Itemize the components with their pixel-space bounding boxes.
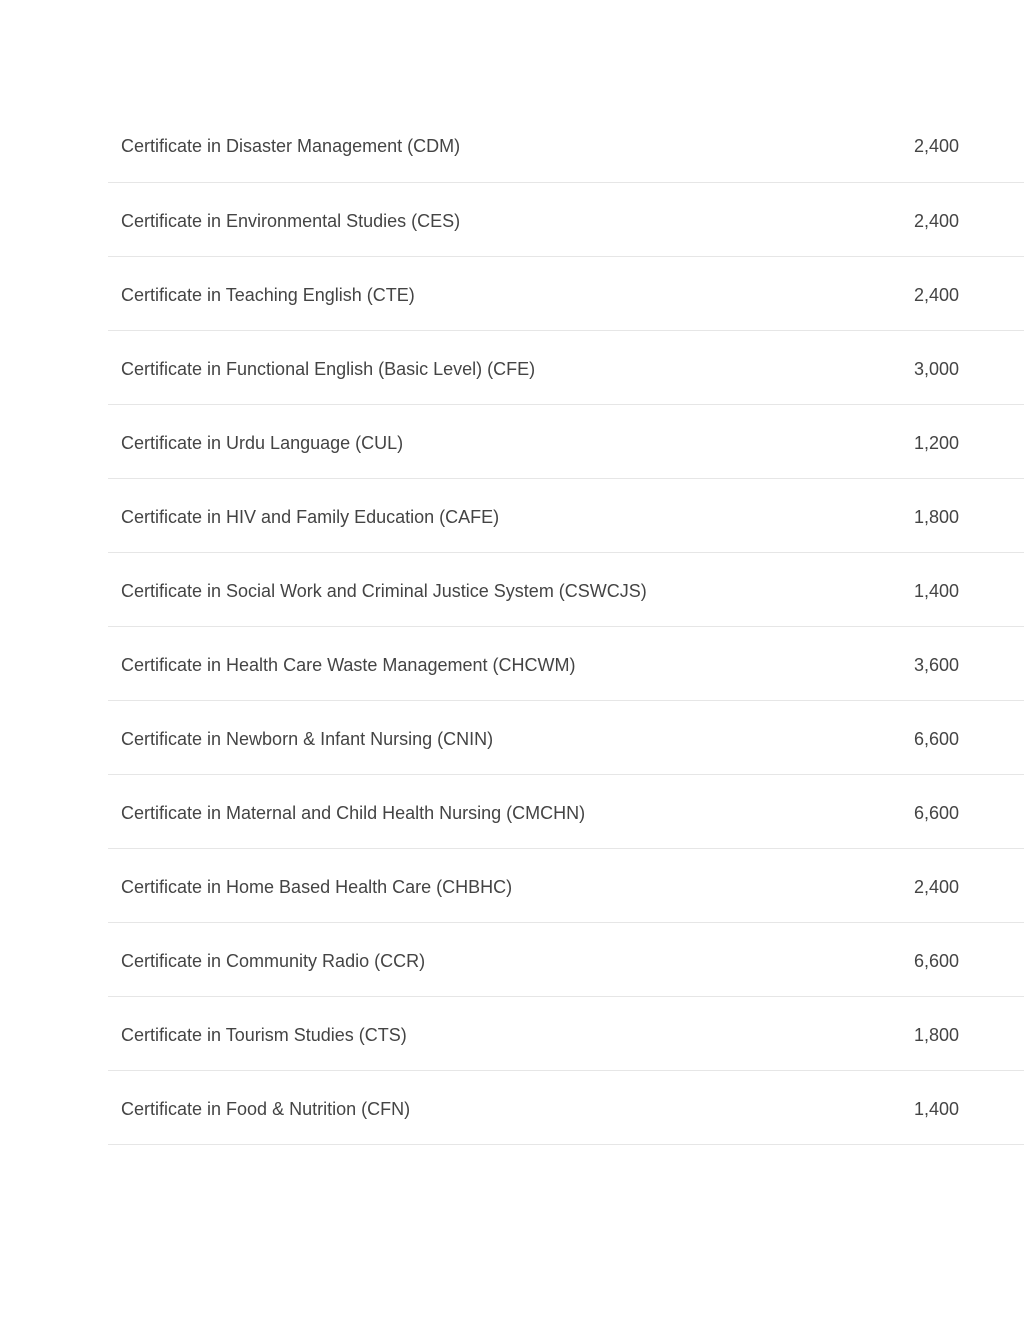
course-name-cell: Certificate in Food & Nutrition (CFN) <box>121 1098 411 1119</box>
course-fee-cell: 1,800 <box>914 1024 960 1045</box>
table-row <box>108 182 1024 256</box>
table-row <box>108 478 1024 552</box>
course-fee-cell: 3,000 <box>914 358 960 379</box>
course-name-cell: Certificate in Environmental Studies (CES) <box>121 210 461 231</box>
course-fee-cell: 6,600 <box>914 802 960 823</box>
table-row <box>108 848 1024 922</box>
course-name-cell: Certificate in Disaster Management (CDM) <box>121 136 461 156</box>
course-name-cell: Certificate in Health Care Waste Management (CHCWM) <box>121 654 576 675</box>
course-fee-cell: 2,400 <box>914 284 960 305</box>
table-row <box>108 330 1024 404</box>
table-row <box>108 700 1024 774</box>
table-row <box>108 108 1024 182</box>
course-fee-cell: 3,600 <box>914 654 960 675</box>
course-fee-cell: 2,400 <box>914 136 960 156</box>
table-row <box>108 1070 1024 1144</box>
table-row <box>108 922 1024 996</box>
course-name-cell: Certificate in Maternal and Child Health Nursing (CMCHN) <box>121 802 586 823</box>
course-fee-cell: 6,600 <box>914 950 960 971</box>
course-fee-table <box>108 108 1024 1145</box>
course-name-cell: Certificate in Newborn & Infant Nursing (CNIN) <box>121 728 494 749</box>
course-name-cell: Certificate in Home Based Health Care (CHBHC) <box>121 876 513 897</box>
table-row <box>108 996 1024 1070</box>
course-name-cell: Certificate in Functional English (Basic Level) (CFE) <box>121 358 536 379</box>
table-row <box>108 626 1024 700</box>
table-row <box>108 774 1024 848</box>
course-fee-cell: 1,400 <box>914 1098 960 1119</box>
course-name-cell: Certificate in Social Work and Criminal Justice System (CSWCJS) <box>121 580 647 601</box>
course-fee-cell: 2,400 <box>914 876 960 897</box>
table-row <box>108 256 1024 330</box>
course-name-cell: Certificate in Tourism Studies (CTS) <box>121 1024 407 1045</box>
course-fee-cell: 1,200 <box>914 432 960 453</box>
table-row <box>108 404 1024 478</box>
table-row <box>108 552 1024 626</box>
course-name-cell: Certificate in HIV and Family Education (CAFE) <box>121 506 500 527</box>
course-name-cell: Certificate in Community Radio (CCR) <box>121 950 426 971</box>
course-fee-cell: 1,400 <box>914 580 960 601</box>
course-fee-table-body <box>108 108 1024 1144</box>
course-name-cell: Certificate in Teaching English (CTE) <box>121 284 415 305</box>
course-fee-cell: 6,600 <box>914 728 960 749</box>
course-fee-cell: 1,800 <box>914 506 960 527</box>
course-name-cell: Certificate in Urdu Language (CUL) <box>121 432 404 453</box>
course-fee-cell: 2,400 <box>914 210 960 231</box>
